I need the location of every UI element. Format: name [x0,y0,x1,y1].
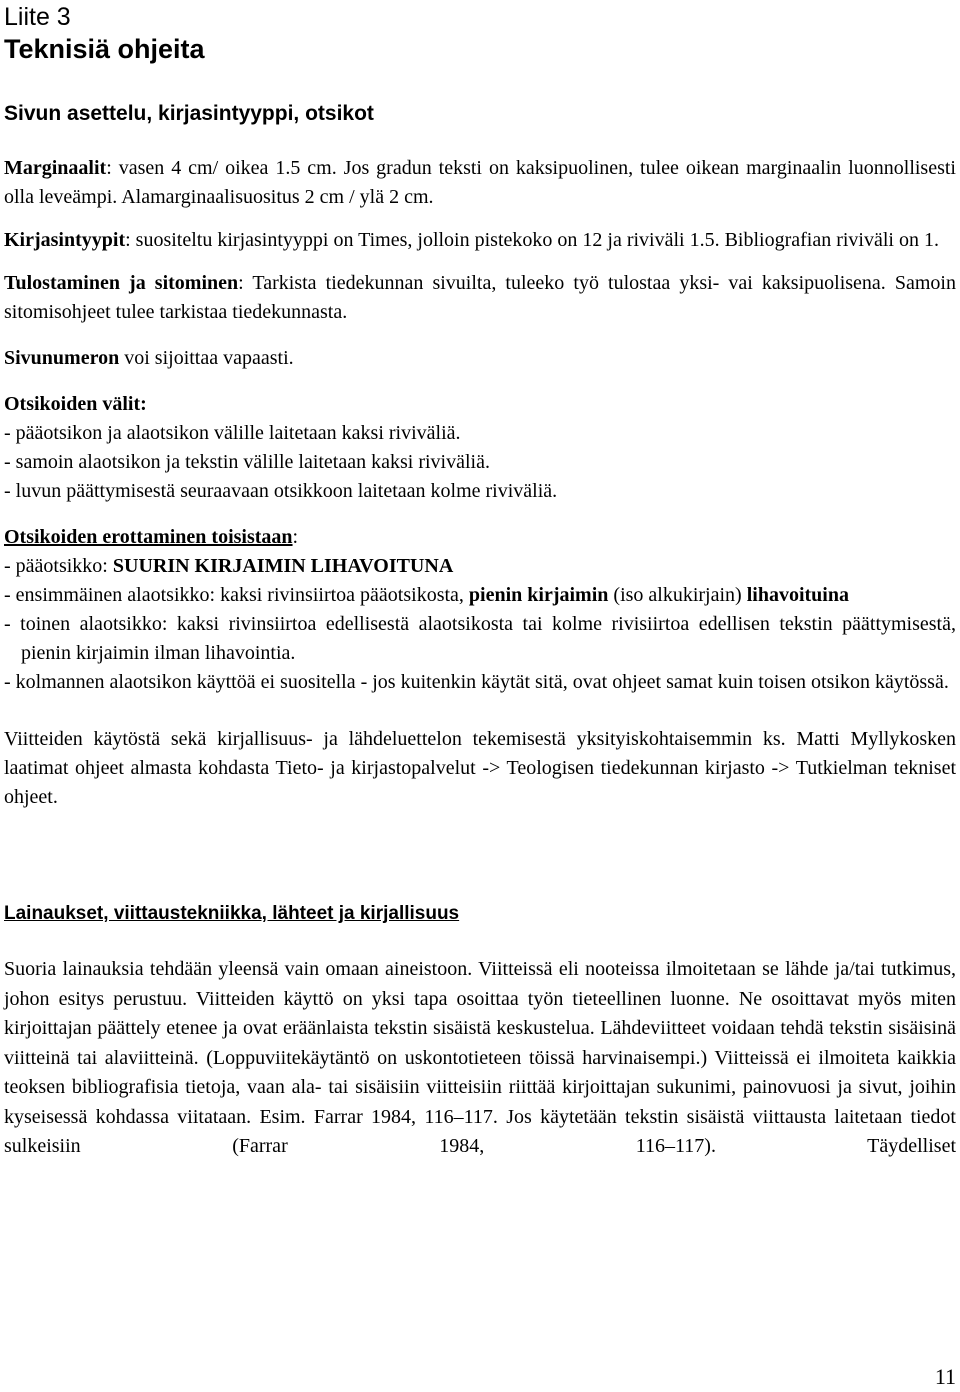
heading-spacing-block [4,390,956,506]
page-number: 11 [934,1364,956,1389]
heading-distinguish-label: Otsikoiden erottaminen toisistaan [4,526,293,548]
list-item: - samoin alaotsikon ja tekstin välille laitetaan kaksi riviväliä. [4,451,490,473]
heading-distinguish-block [4,523,956,697]
first-rule-bold-b: lihavoituina [746,584,849,606]
first-rule-text-b: (iso alkukirjain) [608,584,747,606]
heading-distinguish-colon: : [292,526,299,548]
first-rule-bold-a: pienin kirjaimin [468,584,609,606]
margins-label: Marginaalit [4,157,107,179]
font-text: : suositeltu kirjasintyyppi on Times, jolloin pistekoko on 12 ja riviväli 1.5. Bibliografian riviväli on 1. [125,229,939,251]
heading-distinguish-title [4,523,956,552]
second-subheading-rule: - toinen alaotsikko: kaksi rivinsiirtoa edellisestä alaotsikosta tai kolme rivisiirtoa edellisen tekstin päättymisestä, pienin kirjaimin ilman lihavointia. [4,613,956,664]
document-page [4,0,956,1191]
third-subheading-rule: - kolmannen alaotsikon käyttöä ei suositella - jos kuitenkin käytät sitä, ovat ohjeet samat kuin toisen otsikon käytössä. [4,671,949,693]
section-heading-citations: Lainaukset, viittaustekniikka, lähteet ja kirjallisuus [4,903,460,924]
page-numbers-label: Sivunumeron [4,347,120,369]
margins-text: : vasen 4 cm/ oikea 1.5 cm. Jos gradun teksti on kaksipuolinen, tulee oikean marginaalin luonnollisesti olla leveämpi. Alamarginaalisuositus 2 cm / ylä 2 cm. [4,157,956,208]
main-heading-style: SUURIN KIRJAIMIN LIHAVOITUNA [112,555,454,577]
printing-text: : Tarkista tiedekunnan sivuilta, tuleeko työ tulostaa yksi- vai kaksipuolisena. Samoin sitomisohjeet tulee tarkistaa tiedekunnasta. [4,272,956,323]
list-item: - pääotsikon ja alaotsikon välille laitetaan kaksi riviväliä. [4,422,461,444]
page-numbers-paragraph [4,344,956,373]
appendix-label: Liite 3 [4,3,71,31]
page-title: Teknisiä ohjeita [4,34,205,64]
section-heading-layout: Sivun asettelu, kirjasintyyppi, otsikot [4,102,374,125]
references-paragraph: Viitteiden käytöstä sekä kirjallisuus- ja lähdeluettelon tekemisestä yksityiskohtaisemmin ks. Matti Myllykosken laatimat ohjeet almasta kohdasta Tieto- ja kirjastopalvelut -> Teologisen tiedekunnan kirjasto -> Tutkielman tekniset ohjeet. [4,728,956,808]
font-paragraph [4,226,956,255]
main-heading-prefix: - pääotsikko: [4,555,113,577]
citations-paragraph: Suoria lainauksia tehdään yleensä vain omaan aineistoon. Viitteissä eli nooteissa ilmoitetaan se lähde ja/tai tutkimus, johon esitys perustuu. Viitteiden käyttö on yksi tapa osoittaa työn tieteellinen luonne. Ne osoittavat myös miten kirjoittajan päättely etenee ja ovat eräänlaista tekstin sisäistä keskustelua. Lähdeviitteet voidaan tehdä tekstin sisäisinä viitteinä tai alaviitteinä. (Loppuviitekäytäntö on uskontotieteen töissä harvinaisempi.) Viitteissä ei ilmoiteta kaikkia teoksen bibliografisia tietoja, vaan ala- tai sisäisiin viitteisiin riittää kirjoittajan sukunimi, painovuosi ja sivut, joihin kyseisessä kohdassa viitataan. Esim. Farrar 1984, 116–117. Jos käytetään tekstin sisäistä viittausta laitetaan tiedot sulkeisiin (Farrar 1984, 116–117). Täydelliset [4,958,956,1157]
heading-spacing-label: Otsikoiden välit: [4,393,147,415]
first-rule-text-a: - ensimmäinen alaotsikko: kaksi rivinsiirtoa pääotsikosta, [4,584,469,606]
main-heading-rule [4,552,956,581]
list-item: - luvun päättymisestä seuraavaan otsikkoon laitetaan kolme riviväliä. [4,480,558,502]
printing-label: Tulostaminen ja sitominen [4,272,239,294]
printing-paragraph [4,269,956,327]
first-subheading-rule [4,581,956,610]
page-numbers-text: voi sijoittaa vapaasti. [119,347,294,369]
font-label: Kirjasintyypit [4,229,126,251]
margins-paragraph [4,154,956,212]
